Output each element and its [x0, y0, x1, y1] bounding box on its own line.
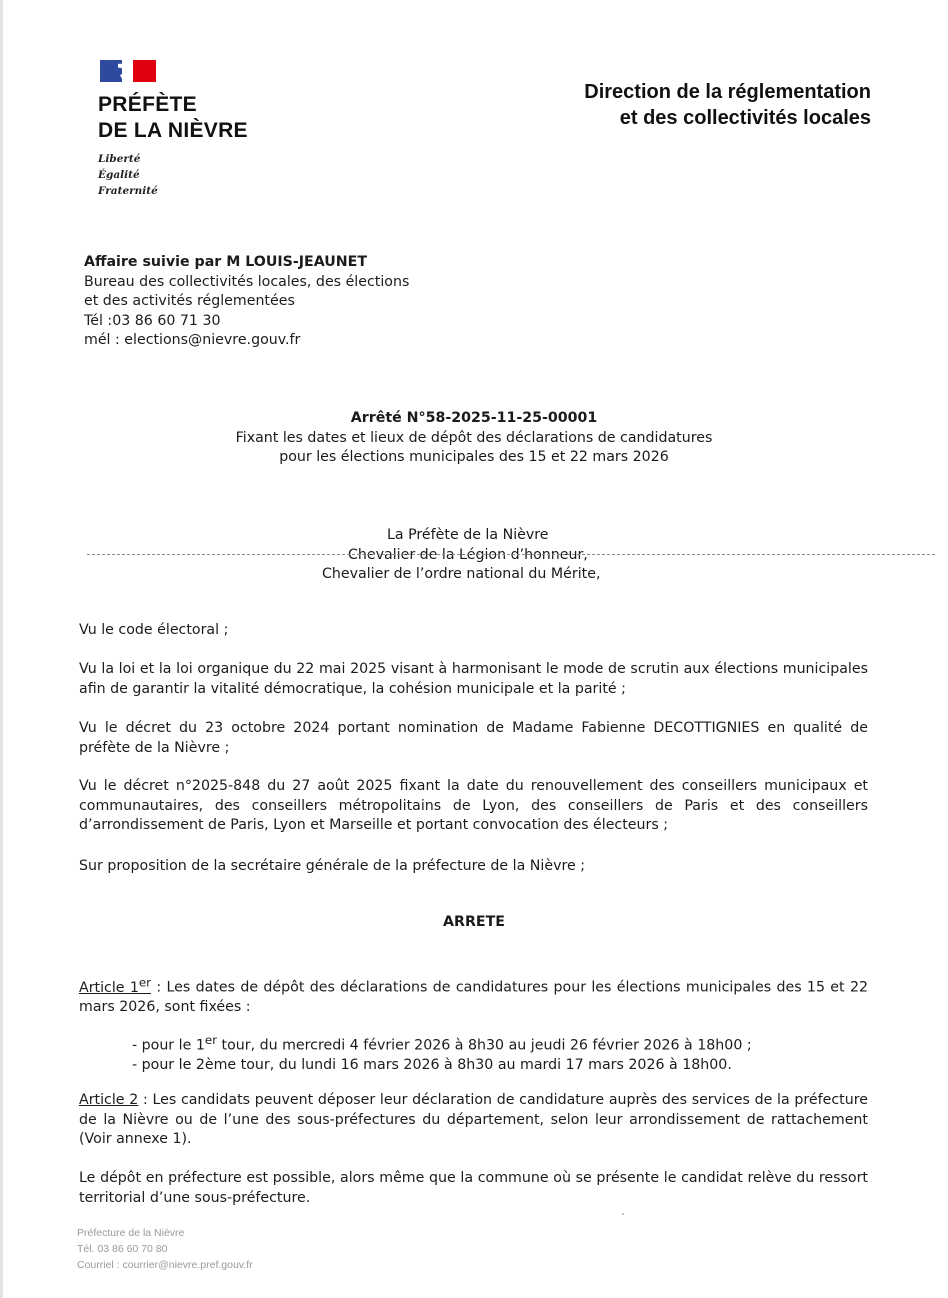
article-1-label-main: Article 1	[79, 979, 139, 996]
arrete-number: Arrêté N°58-2025-11-25-00001	[350, 410, 598, 426]
depot-paragraph: Le dépôt en préfecture est possible, alors même que la commune où se présente le candidat relève du ressort territorial d’une sous-préfecture.	[79, 1170, 868, 1206]
logo-title-line1: PRÉFÈTE	[98, 93, 197, 116]
flag-blue-band	[100, 60, 122, 82]
article-1-label-colon: :	[151, 979, 162, 996]
page-edge-shadow	[0, 0, 3, 1298]
article-2-text: Les candidats peuvent déposer leur déclaration de candidature auprès des services de la préfecture de la Nièvre ou de l’une des sous-préfectures du département, selon leur arrondissement de rattachement (Voir annexe 1).	[79, 1092, 868, 1148]
marianne-flag-icon	[100, 60, 156, 82]
arrete-subject-line1: Fixant les dates et lieux de dépôt des déclarations de candidatures	[235, 429, 713, 446]
motto-fraternite: Fraternité	[98, 185, 158, 197]
article-1-label	[79, 975, 152, 996]
footer-phone: Tél. 03 86 60 70 80	[77, 1243, 168, 1255]
republic-motto	[98, 151, 158, 199]
direction-line1: Direction de la réglementation	[584, 81, 871, 103]
bullet1-sup: er	[204, 1033, 217, 1047]
vu-decret-nomination: Vu le décret du 23 octobre 2024 portant nomination de Madame Fabienne DECOTTIGNIES en qualité de préfète de la Nièvre ;	[79, 720, 868, 756]
vu-loi-organique: Vu la loi et la loi organique du 22 mai 2025 visant à harmonisant le mode de scrutin aux élections municipales afin de garantir la vitalité démocratique, la cohésion municipale et la parité ;	[79, 661, 868, 697]
prefecture-footer	[77, 1225, 253, 1273]
article-1-label-sup: er	[138, 975, 152, 989]
motto-egalite: Égalité	[98, 169, 140, 181]
prefete-line1: La Préfète de la Nièvre	[387, 527, 549, 543]
scan-strike-line	[87, 554, 935, 555]
prefecture-logo-title	[98, 92, 248, 144]
contact-block	[84, 253, 409, 351]
bureau-line1: Bureau des collectivités locales, des élections	[84, 273, 410, 290]
followed-by: Affaire suivie par M LOUIS-JEAUNET	[84, 254, 368, 270]
prefete-line2: Chevalier de la Légion d’honneur,	[348, 546, 588, 563]
direction-heading	[584, 79, 871, 131]
bullet1-post: tour, du mercredi 4 février 2026 à 8h30 au jeudi 26 février 2026 à 18h00 ;	[217, 1037, 752, 1054]
vu-decret-convocation: Vu le décret n°2025-848 du 27 août 2025 fixant la date du renouvellement des conseillers municipaux et communautaires, des conseillers métropolitains de Lyon, des conseillers de Paris et des conseillers d’arrondissement de Paris, Lyon et Marseille et portant convocation des électeurs ;	[79, 778, 868, 834]
article-2-label: Article 2	[79, 1092, 139, 1108]
article-1	[79, 973, 868, 1018]
contact-email: mél : elections@nievre.gouv.fr	[84, 332, 301, 349]
prefete-line3: Chevalier de l’ordre national du Mérite,	[322, 566, 601, 583]
logo-title-line2: DE LA NIÈVRE	[98, 119, 248, 142]
bullet1-pre: - pour le 1	[132, 1037, 205, 1054]
flag-red-band	[133, 60, 156, 82]
bureau-line2: et des activités réglementées	[84, 293, 295, 310]
contact-phone: Tél :03 86 60 71 30	[84, 312, 221, 329]
list-item	[132, 1031, 752, 1056]
direction-line2: et des collectivités locales	[619, 107, 871, 129]
motto-liberte: Liberté	[98, 153, 141, 165]
arrete-title: ARRETE	[443, 914, 505, 930]
sur-proposition: Sur proposition de la secrétaire générale de la préfecture de la Nièvre ;	[79, 858, 586, 874]
scan-speck	[622, 1213, 624, 1215]
footer-email: Courriel : courrier@nievre.pref.gouv.fr	[77, 1259, 253, 1271]
footer-line1: Préfecture de la Nièvre	[77, 1227, 185, 1239]
article-1-text: Les dates de dépôt des déclarations de candidatures pour les élections municipales des 15 et 22 mars 2026, sont fixées :	[79, 979, 868, 1016]
vu-code-electoral: Vu le code électoral ;	[79, 622, 229, 638]
article-1-dates-list	[132, 1031, 752, 1076]
arrete-subject-line2: pour les élections municipales des 15 et 22 mars 2026	[279, 449, 669, 466]
list-item: - pour le 2ème tour, du lundi 16 mars 2026 à 8h30 au mardi 17 mars 2026 à 18h00.	[132, 1057, 732, 1074]
arrete-header	[0, 409, 948, 468]
prefete-titles	[0, 526, 948, 585]
article-2-label-colon: :	[138, 1092, 148, 1108]
article-2	[79, 1091, 868, 1150]
